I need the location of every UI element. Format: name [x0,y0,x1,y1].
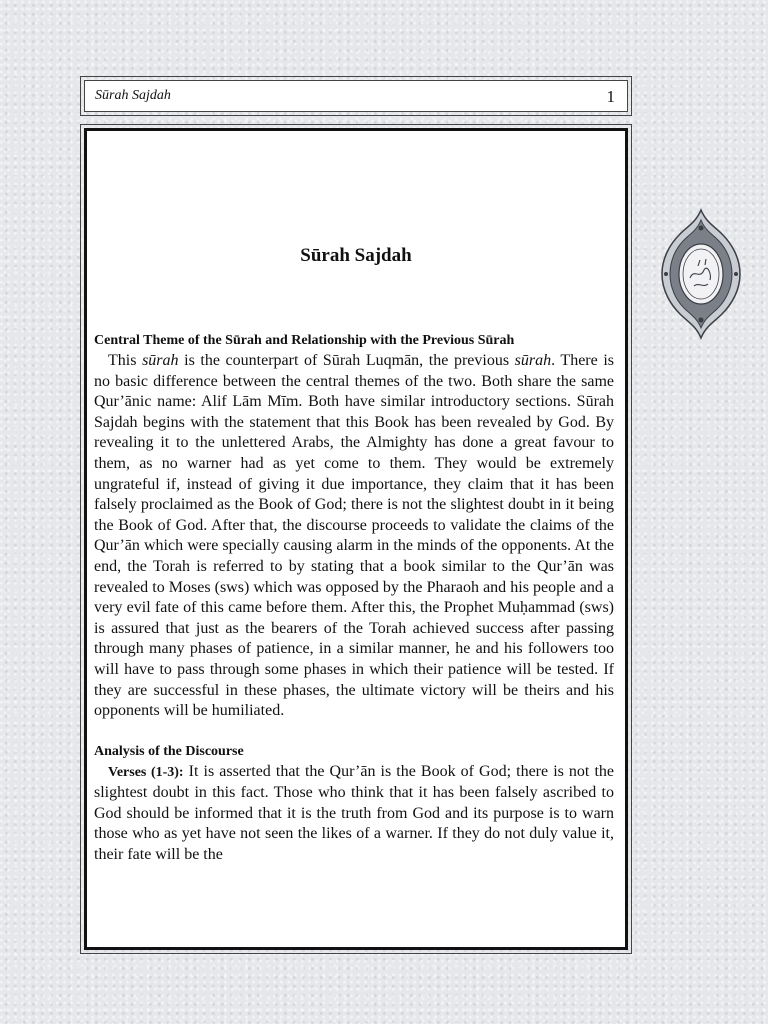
paragraph-central-theme [94,351,614,722]
para-text-start: This [108,352,143,369]
para-text-mid: is the counterpart of Sūrah Luqmān, the previous [178,352,515,369]
para-text-rest: . There is no basic difference between the central themes of the two. Both share the same Qur’ānic name: Alif Lām Mīm. Both have similar introductory sections. Sūrah Sajdah begins with the statement that this Book has been revealed by God. By revealing it to the unlettered Arabs, the Almighty has done a great favour to them, as no warner had as yet come to them. They would be extremely ungrateful if, instead of giving it due importance, they claim that it has been falsely proclaimed as the Book of God; there is not the slightest doubt in it being the Book of God. After that, the discourse proceeds to validate the claims of the Qur’ān which were specially causing alarm in the minds of the opponents. At the end, the Torah is referred to by stating that a book similar to the Qur’ān was revealed to Moses (sws) which was opposed by the Pharaoh and his people and a very evil fate of this came before them. After this, the Prophet Muḥammad (sws) is assured that just as the bearers of the Torah achieved success after passing through many phases of patience, in a similar manner, he and his followers too will have to pass through some phases in which their patience will be tested. If they are successful in these phases, the ultimate victory will be theirs and his opponents will be humiliated. [94,352,615,720]
verse-label: Verses (1-3): [108,764,184,780]
page-content-area [84,128,628,950]
calligraphy-medallion-icon [660,208,742,340]
italic-surah-word: sūrah [142,352,179,369]
running-header-title: Sūrah Sajdah [95,88,171,103]
running-header-inner [84,80,628,112]
running-header [80,76,632,116]
document-body [94,331,614,866]
section-heading-analysis: Analysis of the Discourse [94,743,244,759]
italic-surah-word: sūrah [514,352,552,369]
section-spacer [94,722,614,742]
document-title: Sūrah Sajdah [300,245,412,266]
page-frame [80,124,632,954]
para-text-verses: It is asserted that the Qur’ān is the Book of God; there is not the slightest doubt in this fact. Those who think that it has been falsely ascribed to God should be informed that it is the truth from God and its purpose is to warn those who as yet have not seen the likes of a warner. If they do not duly value it, their fate will be the [94,762,615,864]
paragraph-verses-1-3 [94,762,614,866]
page-number: 1 [606,87,615,106]
section-heading-central-theme: Central Theme of the Sūrah and Relationship with the Previous Sūrah [94,333,515,348]
